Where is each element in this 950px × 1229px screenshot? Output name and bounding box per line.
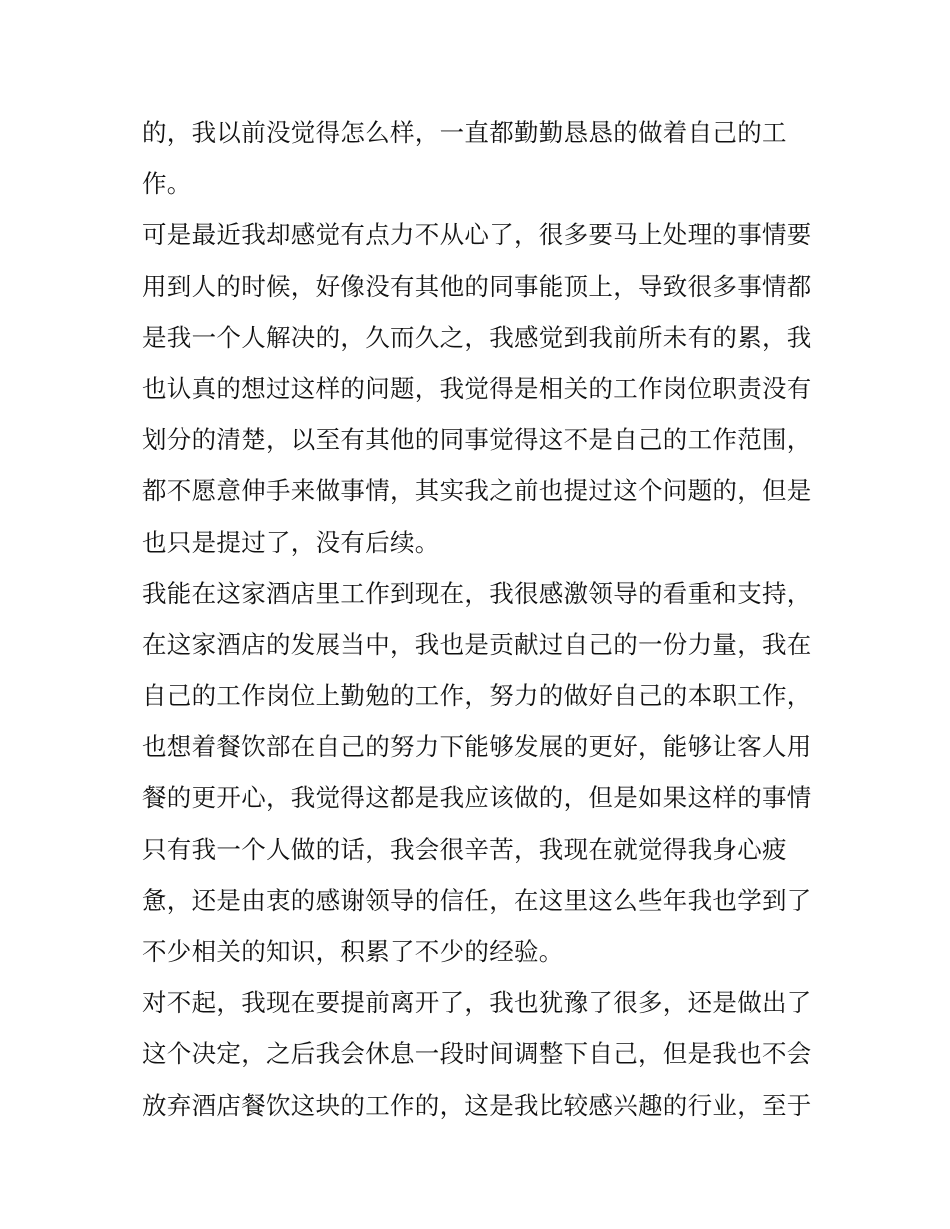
- text-line: 作。: [142, 169, 192, 199]
- text-line: 在这家酒店的发展当中，我也是贡献过自己的一份力量，我在: [142, 629, 812, 659]
- text-line: 都不愿意伸手来做事情，其实我之前也提过这个问题的，但是: [142, 476, 812, 506]
- text-line: 只有我一个人做的话，我会很辛苦，我现在就觉得我身心疲: [142, 834, 787, 864]
- text-line: 是我一个人解决的，久而久之，我感觉到我前所未有的累，我: [142, 322, 812, 352]
- text-line: 也想着餐饮部在自己的努力下能够发展的更好，能够让客人用: [142, 732, 812, 762]
- text-line: 我能在这家酒店里工作到现在，我很感激领导的看重和支持，: [142, 578, 812, 608]
- text-line: 对不起，我现在要提前离开了，我也犹豫了很多，还是做出了: [142, 988, 812, 1018]
- text-line: 这个决定，之后我会休息一段时间调整下自己，但是我也不会: [142, 1039, 812, 1069]
- text-line: 也只是提过了，没有后续。: [142, 527, 440, 557]
- text-line: 惫，还是由衷的感谢领导的信任，在这里这么些年我也学到了: [142, 885, 812, 915]
- text-line: 自己的工作岗位上勤勉的工作，努力的做好自己的本职工作，: [142, 681, 812, 711]
- text-line: 也认真的想过这样的问题，我觉得是相关的工作岗位职责没有: [142, 373, 812, 403]
- text-line: 放弃酒店餐饮这块的工作的，这是我比较感兴趣的行业，至于: [142, 1090, 812, 1120]
- text-line: 用到人的时候，好像没有其他的同事能顶上，导致很多事情都: [142, 271, 812, 301]
- body-text: [142, 107, 822, 1131]
- text-line: 划分的清楚，以至有其他的同事觉得这不是自己的工作范围，: [142, 425, 812, 455]
- text-line: 不少相关的知识，积累了不少的经验。: [142, 937, 564, 966]
- text-line: 可是最近我却感觉有点力不从心了，很多要马上处理的事情要: [142, 220, 812, 250]
- text-line: 餐的更开心，我觉得这都是我应该做的，但是如果这样的事情: [142, 783, 812, 813]
- text-line: 的，我以前没觉得怎么样，一直都勤勤恳恳的做着自己的工: [142, 118, 787, 147]
